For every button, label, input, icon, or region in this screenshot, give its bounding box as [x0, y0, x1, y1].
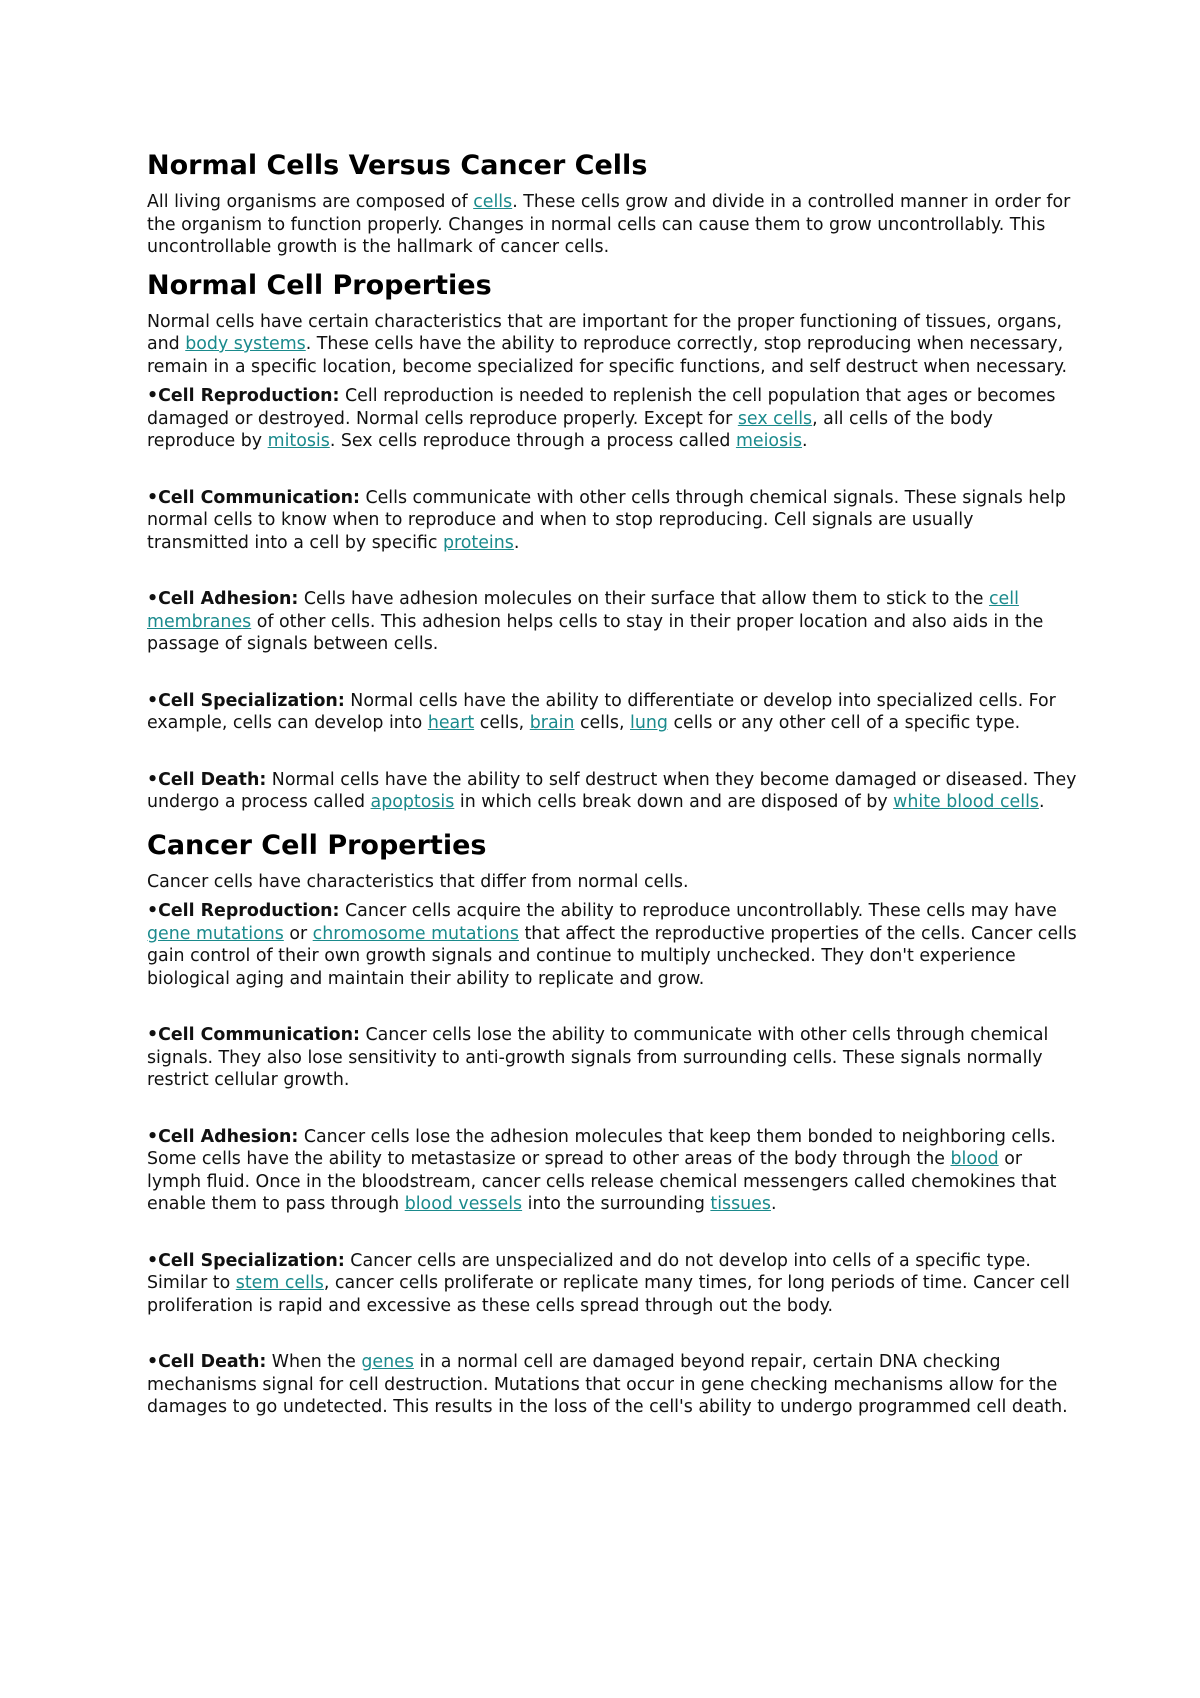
- bullet-icon: •: [147, 487, 159, 508]
- item-text: . Sex cells reproduce through a process called: [329, 431, 736, 451]
- normal-reproduction-item: [147, 385, 1080, 453]
- item-text: or: [283, 923, 313, 944]
- item-text: cells,: [574, 713, 631, 733]
- cells-link[interactable]: cells: [473, 192, 513, 212]
- bullet-icon: •: [147, 769, 159, 790]
- bullet-icon: •: [147, 1250, 159, 1271]
- chromosome-mutations-link[interactable]: chromosome mutations: [312, 923, 519, 944]
- lung-link[interactable]: lung: [630, 713, 668, 733]
- item-text: Cancer cells lose the adhesion molecules that keep them bonded to neighboring cells. Some cells have the ability to metastasize or spread to other areas of the body through the: [147, 1126, 1056, 1169]
- item-text: Cell reproduction is needed to replenish the cell population that ages or becomes damaged or destroyed. Normal cells reproduce properly. Except for: [147, 386, 1056, 429]
- cancer-specialization-item: [147, 1250, 1080, 1318]
- item-text: Cancer cells lose the ability to communicate with other cells through chemical signals. They also lose sensitivity to anti-growth signals from surrounding cells. These signals normally restrict cellular growth.: [147, 1025, 1049, 1090]
- item-label: Cell Communication:: [158, 487, 360, 508]
- heart-link[interactable]: heart: [427, 713, 475, 733]
- cell-membranes-link[interactable]: cell membranes: [147, 589, 1019, 632]
- bullet-icon: •: [147, 386, 159, 406]
- item-label: Cell Reproduction:: [158, 901, 340, 921]
- bullet-icon: •: [147, 1126, 159, 1147]
- bullet-icon: •: [147, 1352, 159, 1372]
- item-label: Cell Adhesion:: [158, 589, 299, 609]
- item-text: .: [770, 1194, 777, 1214]
- item-text: Cancer cells are unspecialized and do not develop into cells of a specific type. Similar to: [147, 1250, 1031, 1293]
- mitosis-link[interactable]: mitosis: [267, 431, 330, 451]
- sex-cells-link[interactable]: sex cells: [737, 408, 813, 429]
- item-label: Cell Specialization:: [158, 1250, 345, 1271]
- apoptosis-link[interactable]: apoptosis: [370, 792, 455, 812]
- item-label: Cell Death:: [158, 1352, 267, 1372]
- item-text: cells,: [474, 713, 530, 733]
- cancer-communication-item: [147, 1024, 1080, 1092]
- bullet-icon: •: [147, 690, 159, 711]
- item-text: in which cells break down and are disposed of by: [454, 792, 894, 812]
- item-text: Normal cells have the ability to differentiate or develop into specialized cells. For example, cells can develop into: [147, 690, 1056, 733]
- white-blood-cells-link[interactable]: white blood cells: [893, 792, 1039, 812]
- item-text: cells or any other cell of a specific type.: [667, 713, 1021, 733]
- item-label: Cell Specialization:: [158, 690, 345, 711]
- item-label: Cell Reproduction:: [158, 386, 340, 406]
- item-text: , all cells of the body reproduce by: [147, 408, 993, 451]
- stem-cells-link[interactable]: stem cells: [235, 1273, 324, 1293]
- bullet-icon: •: [147, 589, 159, 609]
- intro-text: All living organisms are composed of: [147, 192, 474, 212]
- tissues-link[interactable]: tissues: [710, 1194, 771, 1214]
- brain-link[interactable]: brain: [529, 713, 575, 733]
- normal-adhesion-item: [147, 588, 1080, 656]
- item-text: Cancer cells acquire the ability to reproduce uncontrollably. These cells may have: [339, 901, 1057, 921]
- bullet-icon: •: [147, 901, 159, 921]
- item-text: in a normal cell are damaged beyond repair, certain DNA checking mechanisms signal for cell destruction. Mutations that occur in gene checking mechanisms allow for the damages to go undetected. This results in the loss of the cell's ability to undergo programmed cell death.: [147, 1352, 1068, 1417]
- meiosis-link[interactable]: meiosis: [735, 431, 803, 451]
- normal-intro-text: . These cells have the ability to reproduce correctly, stop reproducing when necessary, remain in a specific location, become specialized for specific functions, and self destruct when necessary.: [147, 334, 1068, 377]
- bullet-icon: •: [147, 1025, 159, 1045]
- cancer-adhesion-item: [147, 1126, 1080, 1216]
- blood-vessels-link[interactable]: blood vessels: [404, 1194, 523, 1214]
- item-label: Cell Communication:: [158, 1025, 360, 1045]
- item-text: .: [1038, 792, 1045, 812]
- item-text: that affect the reproductive properties of the cells. Cancer cells gain control of their own growth signals and continue to multiply unchecked. They don't experience biological aging and maintain their ability to replicate and grow.: [147, 923, 1077, 989]
- item-text: , cancer cells proliferate or replicate many times, for long periods of time. Cancer cell proliferation is rapid and excessive as these cells spread through out the body.: [147, 1273, 1070, 1316]
- normal-intro-paragraph: [147, 311, 1080, 379]
- item-text: or lymph fluid. Once in the bloodstream, cancer cells release chemical messengers called chemokines that enable them to pass through: [147, 1149, 1057, 1214]
- page-title: Normal Cells Versus Cancer Cells: [147, 150, 648, 181]
- item-text: When the: [266, 1352, 362, 1372]
- normal-death-item: [147, 769, 1080, 814]
- intro-paragraph: [147, 191, 1080, 259]
- cancer-section-heading: Cancer Cell Properties: [147, 829, 487, 861]
- item-label: Cell Adhesion:: [158, 1126, 299, 1147]
- normal-specialization-item: [147, 690, 1080, 735]
- intro-text: . These cells grow and divide in a controlled manner in order for the organism to function properly. Changes in normal cells can cause them to grow uncontrollably. This uncontrollable growth is the hallmark of cancer cells.: [147, 192, 1071, 257]
- genes-link[interactable]: genes: [361, 1352, 414, 1372]
- item-text: of other cells. This adhesion helps cells to stay in their proper location and also aids in the passage of signals between cells.: [147, 611, 1044, 654]
- normal-communication-item: [147, 487, 1080, 555]
- cancer-death-item: [147, 1351, 1080, 1419]
- cancer-intro-paragraph: Cancer cells have characteristics that differ from normal cells.: [147, 871, 689, 892]
- item-text: Cells communicate with other cells through chemical signals. These signals help normal cells to know when to reproduce and when to stop reproducing. Cell signals are usually transmitted into a cell by specific: [147, 487, 1066, 553]
- cancer-reproduction-item: [147, 900, 1080, 990]
- normal-section-heading: Normal Cell Properties: [147, 269, 492, 301]
- item-text: .: [802, 431, 808, 451]
- item-text: Cells have adhesion molecules on their surface that allow them to stick to the: [298, 589, 989, 609]
- gene-mutations-link[interactable]: gene mutations: [147, 923, 284, 944]
- proteins-link[interactable]: proteins: [442, 532, 514, 553]
- item-label: Cell Death:: [158, 769, 267, 790]
- item-text: .: [513, 532, 520, 553]
- normal-intro-text: Normal cells have certain characteristics that are important for the proper functioning of tissues, organs, and: [147, 311, 1062, 354]
- item-text: into the surrounding: [522, 1194, 711, 1214]
- blood-link[interactable]: blood: [950, 1149, 999, 1169]
- item-text: Normal cells have the ability to self destruct when they become damaged or diseased. They undergo a process called: [147, 769, 1077, 812]
- body-systems-link[interactable]: body systems: [185, 334, 306, 354]
